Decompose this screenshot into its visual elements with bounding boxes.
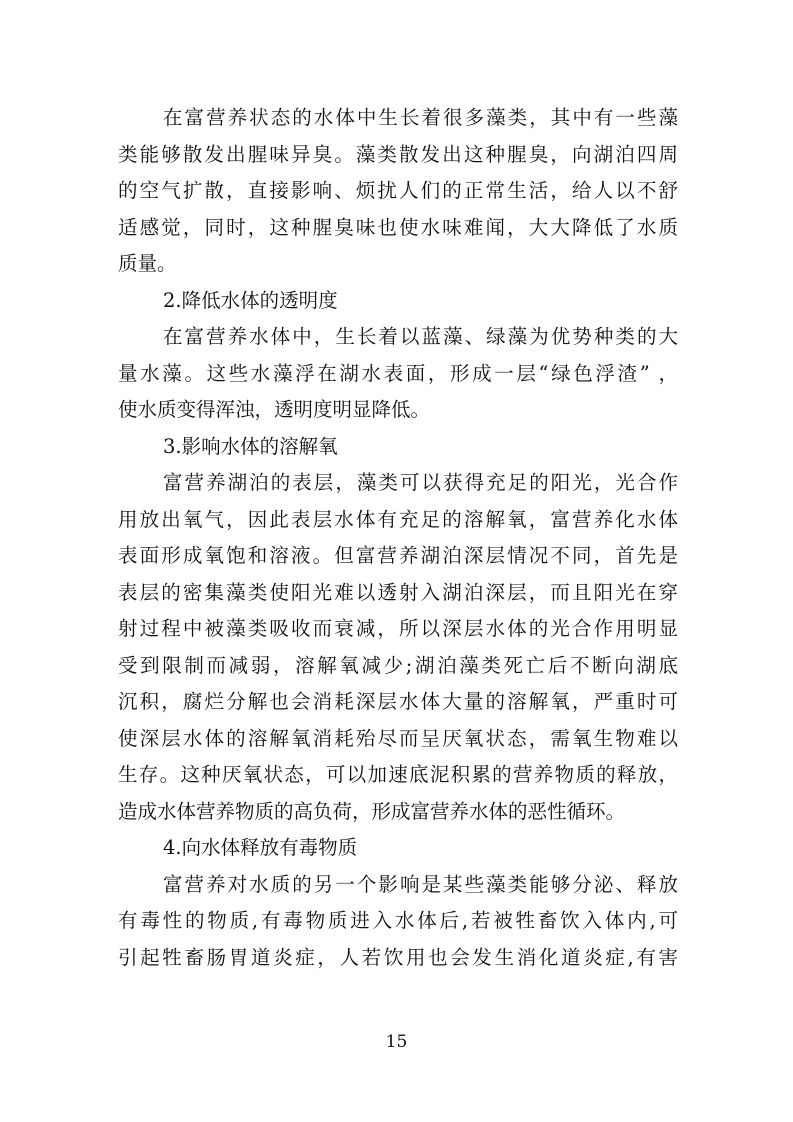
section-heading-toxic-substances: 4.向水体释放有毒物质	[163, 836, 358, 859]
section-heading-transparency: 2.降低水体的透明度	[163, 288, 338, 312]
text-line: 在富营养状态的水体中生长着很多藻类，其中有一些藻	[163, 106, 678, 129]
section-heading-dissolved-oxygen: 3.影响水体的溶解氧	[163, 434, 338, 458]
text-line: 射过程中被藻类吸收而衰减，所以深层水体的光合作用明显	[118, 617, 678, 640]
text-line: 引起牲畜肠胃道炎症，人若饮用也会发生消化道炎症,有害	[118, 945, 678, 969]
paragraph-dissolved-oxygen	[118, 465, 678, 830]
text-line: 造成水体营养物质的高负荷，形成富营养水体的恶性循环。	[118, 799, 626, 823]
text-line: 用放出氧气，因此表层水体有充足的溶解氧，富营养化水体	[118, 507, 678, 531]
text-line: 的空气扩散，直接影响、烦扰人们的正常生活，给人以不舒	[118, 179, 678, 202]
text-line: 质量。	[118, 252, 177, 275]
text-line: 在富营养水体中，生长着以蓝藻、绿藻为优势种类的大	[163, 325, 678, 348]
text-line: 使深层水体的溶解氧消耗殆尽而呈厌氧状态，需氧生物难以	[118, 726, 678, 750]
page-number: 15	[385, 1032, 408, 1052]
text-line: 沉积，腐烂分解也会消耗深层水体大量的溶解氧，严重时可	[118, 690, 678, 713]
text-line: 类能够散发出腥味异臭。藻类散发出这种腥臭，向湖泊四周	[118, 142, 678, 166]
text-line: 受到限制而减弱，溶解氧减少;湖泊藻类死亡后不断向湖底	[118, 653, 678, 677]
text-line: 适感觉，同时，这种腥臭味也使水味难闻，大大降低了水质	[118, 215, 678, 239]
document-body	[118, 100, 678, 976]
text-line: 使水质变得浑浊，透明度明显降低。	[118, 398, 431, 421]
text-line: 量水藻。这些水藻浮在湖水表面，形成一层“绿色浮渣” ，	[118, 361, 678, 385]
text-line: 富营养对水质的另一个影响是某些藻类能够分泌、释放	[163, 872, 678, 896]
text-line: 表面形成氧饱和溶液。但富营养湖泊深层情况不同，首先是	[118, 544, 678, 567]
paragraph-transparency	[118, 319, 678, 429]
text-line: 有毒性的物质,有毒物质进入水体后,若被牲畜饮入体内,可	[118, 909, 678, 932]
paragraph-toxic-substances	[118, 867, 678, 977]
paragraph-odor	[118, 100, 678, 283]
text-line: 富营养湖泊的表层，藻类可以获得充足的阳光，光合作	[163, 471, 678, 494]
text-line: 表层的密集藻类使阳光难以透射入湖泊深层，而且阳光在穿	[118, 580, 678, 604]
text-line: 生存。这种厌氧状态，可以加速底泥积累的营养物质的释放，	[118, 763, 678, 786]
